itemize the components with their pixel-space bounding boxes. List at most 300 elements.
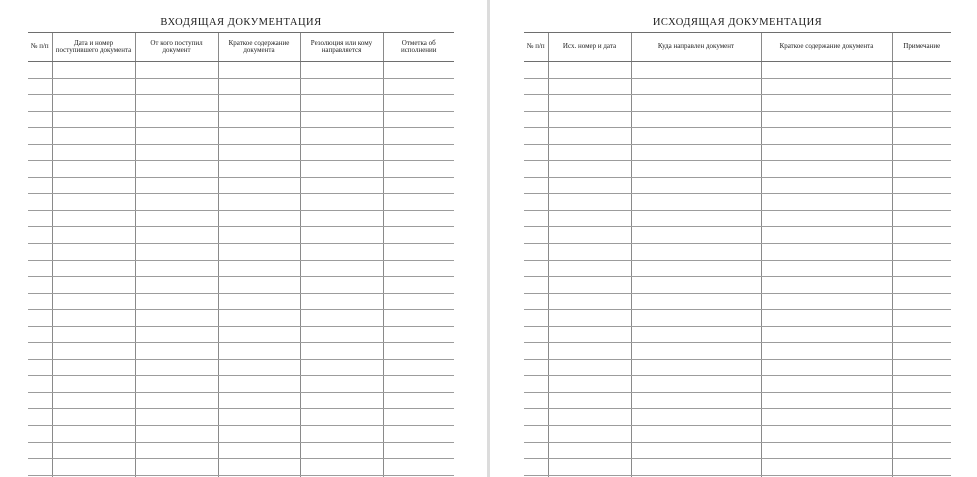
table-cell[interactable] [524,62,548,79]
table-cell[interactable] [631,459,761,476]
table-cell[interactable] [28,144,52,161]
table-cell[interactable] [892,459,951,476]
table-cell[interactable] [135,409,218,426]
table-cell[interactable] [28,277,52,294]
table-cell[interactable] [28,161,52,178]
table-cell[interactable] [524,194,548,211]
table-cell[interactable] [761,326,892,343]
table-cell[interactable] [218,194,300,211]
table-cell[interactable] [631,343,761,360]
table-cell[interactable] [761,161,892,178]
table-cell[interactable] [300,227,383,244]
table-cell[interactable] [761,260,892,277]
table-cell[interactable] [218,62,300,79]
table-cell[interactable] [631,409,761,426]
table-cell[interactable] [28,210,52,227]
table-cell[interactable] [135,128,218,145]
table-cell[interactable] [892,310,951,327]
table-cell[interactable] [761,194,892,211]
table-cell[interactable] [892,78,951,95]
table-cell[interactable] [52,244,135,261]
table-cell[interactable] [52,426,135,443]
table-cell[interactable] [761,144,892,161]
table-cell[interactable] [383,326,454,343]
table-cell[interactable] [548,62,631,79]
table-cell[interactable] [300,343,383,360]
table-cell[interactable] [631,62,761,79]
table-cell[interactable] [135,111,218,128]
table-cell[interactable] [892,128,951,145]
table-cell[interactable] [135,359,218,376]
table-cell[interactable] [52,310,135,327]
table-cell[interactable] [28,244,52,261]
table-cell[interactable] [631,144,761,161]
table-row [28,409,454,426]
table-cell[interactable] [524,227,548,244]
table-cell[interactable] [548,244,631,261]
table-cell[interactable] [548,376,631,393]
table-cell[interactable] [300,376,383,393]
table-cell[interactable] [892,111,951,128]
table-cell[interactable] [892,210,951,227]
table-cell[interactable] [52,62,135,79]
table-cell[interactable] [524,326,548,343]
table-cell[interactable] [383,376,454,393]
table-row [28,161,454,178]
table-cell[interactable] [52,144,135,161]
table-cell[interactable] [761,177,892,194]
table-cell[interactable] [28,78,52,95]
outgoing-table [524,32,951,477]
table-cell[interactable] [524,293,548,310]
table-row [28,144,454,161]
table-cell[interactable] [548,359,631,376]
table-row [524,111,951,128]
table-cell[interactable] [218,426,300,443]
table-row [28,194,454,211]
table-cell[interactable] [631,161,761,178]
table-cell[interactable] [135,293,218,310]
table-cell[interactable] [218,78,300,95]
table-cell[interactable] [218,95,300,112]
table-cell[interactable] [52,409,135,426]
table-cell[interactable] [383,310,454,327]
table-cell[interactable] [524,260,548,277]
table-cell[interactable] [631,376,761,393]
table-cell[interactable] [383,343,454,360]
table-cell[interactable] [218,326,300,343]
table-cell[interactable] [383,426,454,443]
table-cell[interactable] [52,177,135,194]
table-cell[interactable] [761,95,892,112]
table-cell[interactable] [52,392,135,409]
table-cell[interactable] [28,459,52,476]
table-cell[interactable] [52,210,135,227]
table-cell[interactable] [218,210,300,227]
table-cell[interactable] [548,409,631,426]
table-cell[interactable] [383,293,454,310]
table-cell[interactable] [135,376,218,393]
table-cell[interactable] [135,310,218,327]
table-cell[interactable] [300,359,383,376]
table-cell[interactable] [383,177,454,194]
table-cell[interactable] [28,293,52,310]
table-cell[interactable] [218,359,300,376]
table-cell[interactable] [631,260,761,277]
table-cell[interactable] [631,392,761,409]
table-row [524,128,951,145]
table-cell[interactable] [300,442,383,459]
table-cell[interactable] [300,95,383,112]
column-header-date-number: Дата и номер поступившего документа [52,33,135,62]
table-cell[interactable] [524,376,548,393]
table-cell[interactable] [548,442,631,459]
table-cell[interactable] [631,293,761,310]
table-cell[interactable] [631,177,761,194]
table-cell[interactable] [300,210,383,227]
table-cell[interactable] [524,95,548,112]
table-cell[interactable] [218,409,300,426]
table-cell[interactable] [383,227,454,244]
column-header-summary: Краткое содержание документа [761,33,892,62]
table-cell[interactable] [218,128,300,145]
table-cell[interactable] [28,227,52,244]
table-cell[interactable] [218,459,300,476]
table-row [28,359,454,376]
table-cell[interactable] [28,326,52,343]
table-cell[interactable] [135,78,218,95]
table-cell[interactable] [548,310,631,327]
table-row [524,95,951,112]
column-header-number: № п/п [524,33,548,62]
table-cell[interactable] [631,227,761,244]
column-header-summary: Краткое содержание документа [218,33,300,62]
table-cell[interactable] [383,359,454,376]
table-cell[interactable] [761,392,892,409]
table-cell[interactable] [135,442,218,459]
table-cell[interactable] [300,78,383,95]
table-cell[interactable] [761,376,892,393]
column-header-sender: От кого поступил документ [135,33,218,62]
table-cell[interactable] [135,392,218,409]
table-cell[interactable] [548,111,631,128]
table-cell[interactable] [631,426,761,443]
table-cell[interactable] [524,426,548,443]
table-cell[interactable] [548,260,631,277]
table-cell[interactable] [218,442,300,459]
table-cell[interactable] [548,426,631,443]
table-cell[interactable] [892,293,951,310]
table-cell[interactable] [892,376,951,393]
table-cell[interactable] [218,376,300,393]
table-cell[interactable] [52,227,135,244]
table-cell[interactable] [383,210,454,227]
table-cell[interactable] [300,426,383,443]
table-cell[interactable] [548,392,631,409]
table-cell[interactable] [631,359,761,376]
table-row [28,310,454,327]
table-cell[interactable] [135,227,218,244]
table-cell[interactable] [28,62,52,79]
table-cell[interactable] [892,426,951,443]
table-row [28,95,454,112]
table-cell[interactable] [383,442,454,459]
table-cell[interactable] [383,194,454,211]
table-row [28,177,454,194]
table-cell[interactable] [218,293,300,310]
table-row [28,244,454,261]
table-cell[interactable] [135,260,218,277]
table-cell[interactable] [52,359,135,376]
table-cell[interactable] [761,62,892,79]
table-cell[interactable] [383,144,454,161]
table-row [524,310,951,327]
table-cell[interactable] [892,227,951,244]
table-cell[interactable] [135,62,218,79]
table-cell[interactable] [52,194,135,211]
table-cell[interactable] [135,426,218,443]
table-cell[interactable] [892,359,951,376]
table-cell[interactable] [892,442,951,459]
table-cell[interactable] [300,260,383,277]
table-cell[interactable] [631,95,761,112]
table-cell[interactable] [52,95,135,112]
table-cell[interactable] [524,277,548,294]
table-cell[interactable] [28,194,52,211]
table-cell[interactable] [300,409,383,426]
table-cell[interactable] [892,260,951,277]
table-cell[interactable] [383,409,454,426]
table-cell[interactable] [300,277,383,294]
table-cell[interactable] [524,111,548,128]
table-cell[interactable] [548,227,631,244]
table-cell[interactable] [631,326,761,343]
table-cell[interactable] [631,442,761,459]
table-cell[interactable] [300,62,383,79]
table-row [28,210,454,227]
table-cell[interactable] [631,128,761,145]
table-cell[interactable] [300,392,383,409]
table-cell[interactable] [524,343,548,360]
table-cell[interactable] [524,442,548,459]
table-cell[interactable] [28,260,52,277]
table-cell[interactable] [761,343,892,360]
table-cell[interactable] [631,210,761,227]
table-cell[interactable] [548,210,631,227]
table-cell[interactable] [28,442,52,459]
table-cell[interactable] [218,227,300,244]
table-cell[interactable] [300,310,383,327]
table-cell[interactable] [52,442,135,459]
table-cell[interactable] [135,343,218,360]
table-cell[interactable] [631,310,761,327]
table-cell[interactable] [892,277,951,294]
table-cell[interactable] [218,177,300,194]
table-cell[interactable] [383,260,454,277]
table-cell[interactable] [548,194,631,211]
table-cell[interactable] [218,310,300,327]
table-cell[interactable] [892,95,951,112]
table-cell[interactable] [524,161,548,178]
table-cell[interactable] [135,144,218,161]
table-cell[interactable] [524,409,548,426]
table-cell[interactable] [383,392,454,409]
table-row [28,442,454,459]
table-cell[interactable] [135,177,218,194]
table-cell[interactable] [300,161,383,178]
table-cell[interactable] [761,111,892,128]
table-cell[interactable] [892,343,951,360]
table-cell[interactable] [761,442,892,459]
table-cell[interactable] [524,310,548,327]
table-cell[interactable] [761,78,892,95]
table-cell[interactable] [761,409,892,426]
table-cell[interactable] [28,392,52,409]
table-cell[interactable] [135,95,218,112]
table-cell[interactable] [52,343,135,360]
table-cell[interactable] [761,277,892,294]
table-cell[interactable] [218,111,300,128]
table-cell[interactable] [631,194,761,211]
table-cell[interactable] [300,144,383,161]
table-cell[interactable] [383,128,454,145]
table-cell[interactable] [761,227,892,244]
table-cell[interactable] [218,260,300,277]
table-cell[interactable] [135,161,218,178]
table-cell[interactable] [135,210,218,227]
table-cell[interactable] [761,128,892,145]
table-cell[interactable] [218,161,300,178]
table-cell[interactable] [548,459,631,476]
table-cell[interactable] [300,293,383,310]
table-cell[interactable] [524,78,548,95]
table-cell[interactable] [761,210,892,227]
table-cell[interactable] [300,111,383,128]
table-cell[interactable] [548,177,631,194]
table-cell[interactable] [28,426,52,443]
table-cell[interactable] [52,459,135,476]
table-cell[interactable] [135,244,218,261]
table-cell[interactable] [761,426,892,443]
table-cell[interactable] [300,326,383,343]
column-header-outgoing-number-date: Исх. номер и дата [548,33,631,62]
table-cell[interactable] [524,244,548,261]
table-cell[interactable] [52,277,135,294]
table-cell[interactable] [218,392,300,409]
table-cell[interactable] [28,376,52,393]
table-cell[interactable] [892,144,951,161]
table-cell[interactable] [52,326,135,343]
table-cell[interactable] [383,161,454,178]
table-cell[interactable] [892,161,951,178]
table-cell[interactable] [524,210,548,227]
table-cell[interactable] [761,310,892,327]
table-cell[interactable] [892,409,951,426]
table-cell[interactable] [892,177,951,194]
table-cell[interactable] [548,293,631,310]
table-cell[interactable] [135,194,218,211]
table-cell[interactable] [52,260,135,277]
table-cell[interactable] [28,310,52,327]
table-cell[interactable] [28,359,52,376]
table-cell[interactable] [135,277,218,294]
table-cell[interactable] [218,244,300,261]
table-cell[interactable] [300,244,383,261]
table-cell[interactable] [631,244,761,261]
table-cell[interactable] [218,343,300,360]
table-cell[interactable] [218,277,300,294]
table-cell[interactable] [28,343,52,360]
table-cell[interactable] [524,144,548,161]
table-cell[interactable] [135,459,218,476]
table-cell[interactable] [892,194,951,211]
table-row [524,442,951,459]
table-cell[interactable] [524,392,548,409]
table-cell[interactable] [548,161,631,178]
table-cell[interactable] [892,244,951,261]
table-cell[interactable] [524,359,548,376]
table-cell[interactable] [52,161,135,178]
table-cell[interactable] [300,194,383,211]
table-cell[interactable] [548,144,631,161]
table-cell[interactable] [52,376,135,393]
table-cell[interactable] [761,244,892,261]
table-cell[interactable] [28,128,52,145]
table-row [524,409,951,426]
table-cell[interactable] [631,78,761,95]
table-cell[interactable] [892,326,951,343]
table-cell[interactable] [383,111,454,128]
table-cell[interactable] [383,95,454,112]
table-cell[interactable] [52,293,135,310]
table-cell[interactable] [524,459,548,476]
table-cell[interactable] [383,78,454,95]
table-cell[interactable] [218,144,300,161]
table-cell[interactable] [548,78,631,95]
table-cell[interactable] [524,177,548,194]
table-cell[interactable] [383,459,454,476]
table-cell[interactable] [28,177,52,194]
table-cell[interactable] [28,409,52,426]
table-cell[interactable] [28,95,52,112]
column-header-number: № п/п [28,33,52,62]
table-cell[interactable] [761,359,892,376]
table-cell[interactable] [761,459,892,476]
table-cell[interactable] [52,111,135,128]
table-cell[interactable] [300,128,383,145]
table-cell[interactable] [761,293,892,310]
table-cell[interactable] [631,111,761,128]
table-cell[interactable] [135,326,218,343]
table-cell[interactable] [383,277,454,294]
table-cell[interactable] [548,326,631,343]
table-cell[interactable] [52,78,135,95]
table-cell[interactable] [892,392,951,409]
table-cell[interactable] [548,95,631,112]
table-cell[interactable] [892,62,951,79]
table-cell[interactable] [524,128,548,145]
table-cell[interactable] [28,111,52,128]
table-cell[interactable] [548,277,631,294]
table-cell[interactable] [548,343,631,360]
table-cell[interactable] [548,128,631,145]
table-cell[interactable] [300,177,383,194]
table-cell[interactable] [300,459,383,476]
table-cell[interactable] [631,277,761,294]
table-cell[interactable] [383,62,454,79]
table-cell[interactable] [52,128,135,145]
table-cell[interactable] [383,244,454,261]
